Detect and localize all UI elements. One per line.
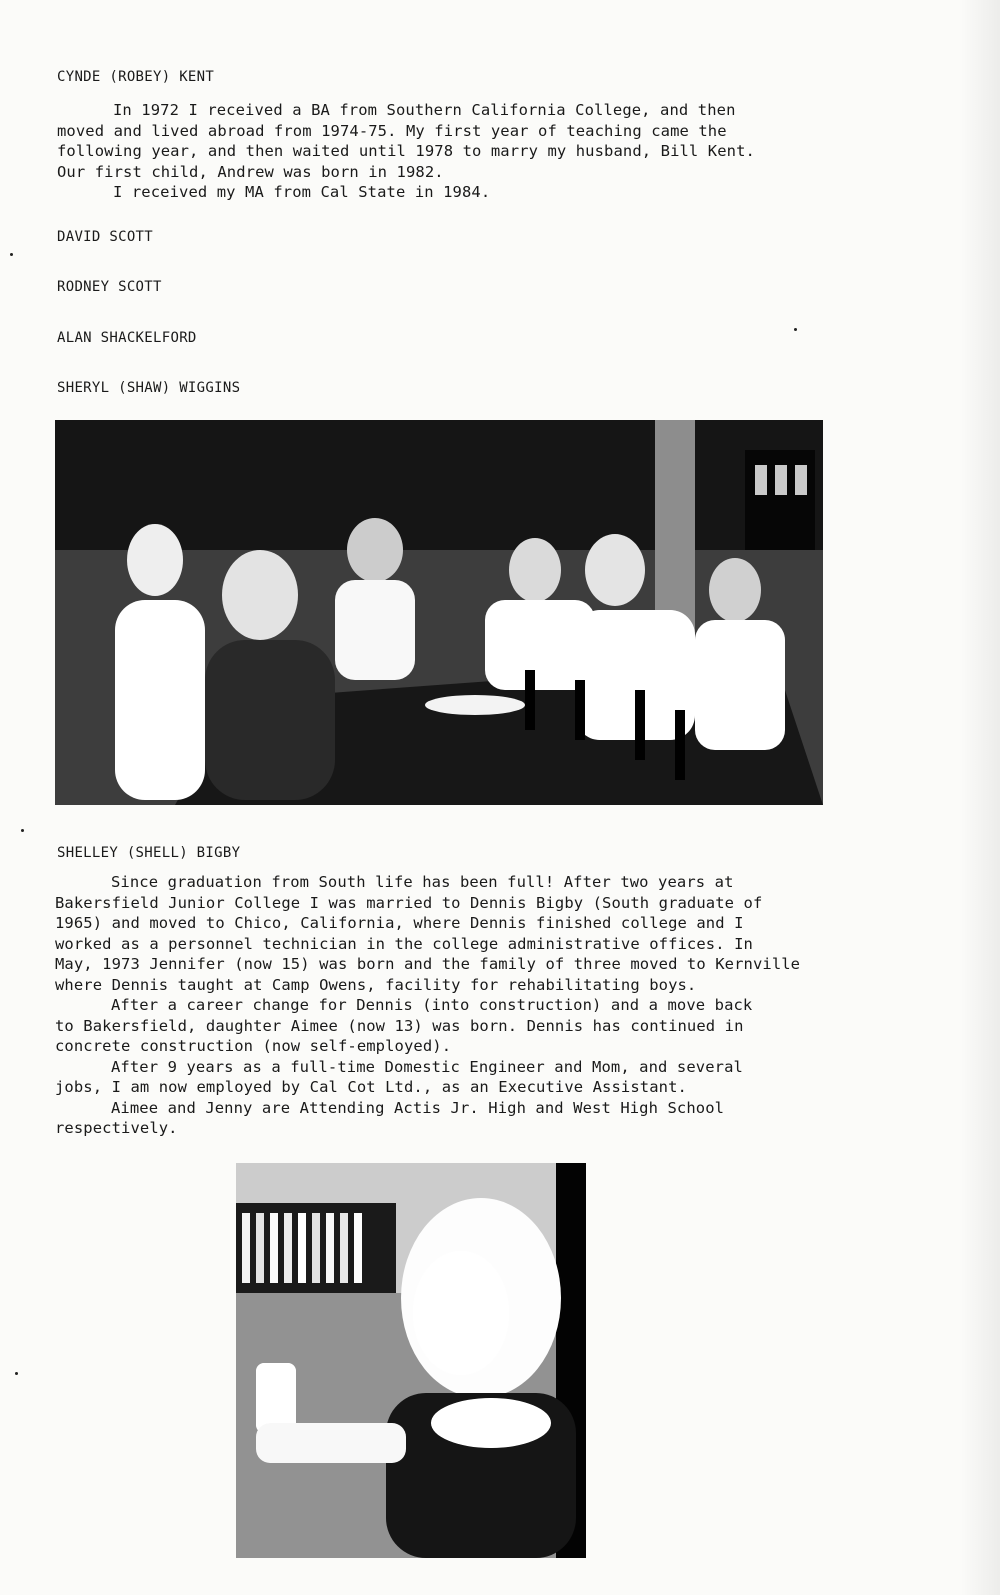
- portrait-illustration: [236, 1163, 586, 1558]
- bio-shelley-bigby: [55, 872, 885, 1139]
- bio-line: Since graduation from South life has been full! After two years at: [111, 873, 734, 891]
- name-heading-shelley-bigby: SHELLEY (SHELL) BIGBY: [57, 845, 241, 861]
- bio-line: May, 1973 Jennifer (now 15) was born and the family of three moved to Kernville: [55, 955, 801, 973]
- group-party-photo: [55, 420, 823, 805]
- bio-line: to Bakersfield, daughter Aimee (now 13) was born. Dennis has continued in: [55, 1016, 744, 1035]
- paper-speck: [15, 1372, 18, 1375]
- bio-line: respectively.: [55, 1119, 178, 1137]
- page-edge-shadow: [960, 0, 1000, 1595]
- bio-line: worked as a personnel technician in the college administrative offices. In: [55, 934, 753, 953]
- group-photo-illustration: [55, 420, 823, 805]
- portrait-photo: [236, 1163, 586, 1558]
- paper-speck: [10, 253, 13, 256]
- bio-line: where Dennis taught at Camp Owens, facility for rehabilitating boys.: [55, 975, 697, 994]
- bio-line: After 9 years as a full-time Domestic Engineer and Mom, and several: [111, 1057, 743, 1076]
- bio-cynde-kent: [57, 100, 877, 203]
- name-heading-cynde-kent: CYNDE (ROBEY) KENT: [57, 69, 215, 85]
- bio-line: moved and lived abroad from 1974-75. My first year of teaching came the: [57, 121, 727, 140]
- name-heading-rodney-scott: RODNEY SCOTT: [57, 279, 162, 295]
- paper-speck: [794, 328, 797, 331]
- name-heading-david-scott: DAVID SCOTT: [57, 229, 154, 245]
- bio-line: Aimee and Jenny are Attending Actis Jr. High and West High School: [111, 1098, 725, 1117]
- bio-line: Bakersfield Junior College I was married to Dennis Bigby (South graduate of: [55, 893, 763, 912]
- name-heading-alan-shackelford: ALAN SHACKELFORD: [57, 330, 197, 346]
- bio-line: jobs, I am now employed by Cal Cot Ltd., as an Executive Assistant.: [55, 1078, 687, 1096]
- bio-line: 1965) and moved to Chico, California, where Dennis finished college and I: [55, 914, 744, 932]
- bio-line: I received my MA from Cal State in 1984.: [113, 183, 491, 201]
- bio-line: Our first child, Andrew was born in 1982.: [57, 162, 444, 181]
- paper-speck: [21, 829, 24, 832]
- bio-line: concrete construction (now self-employed).: [55, 1037, 452, 1055]
- bio-line: In 1972 I received a BA from Southern California College, and then: [113, 101, 736, 119]
- bio-line: following year, and then waited until 1978 to marry my husband, Bill Kent.: [57, 142, 755, 160]
- bio-line: After a career change for Dennis (into construction) and a move back: [111, 996, 753, 1014]
- name-heading-sheryl-wiggins: SHERYL (SHAW) WIGGINS: [57, 380, 241, 396]
